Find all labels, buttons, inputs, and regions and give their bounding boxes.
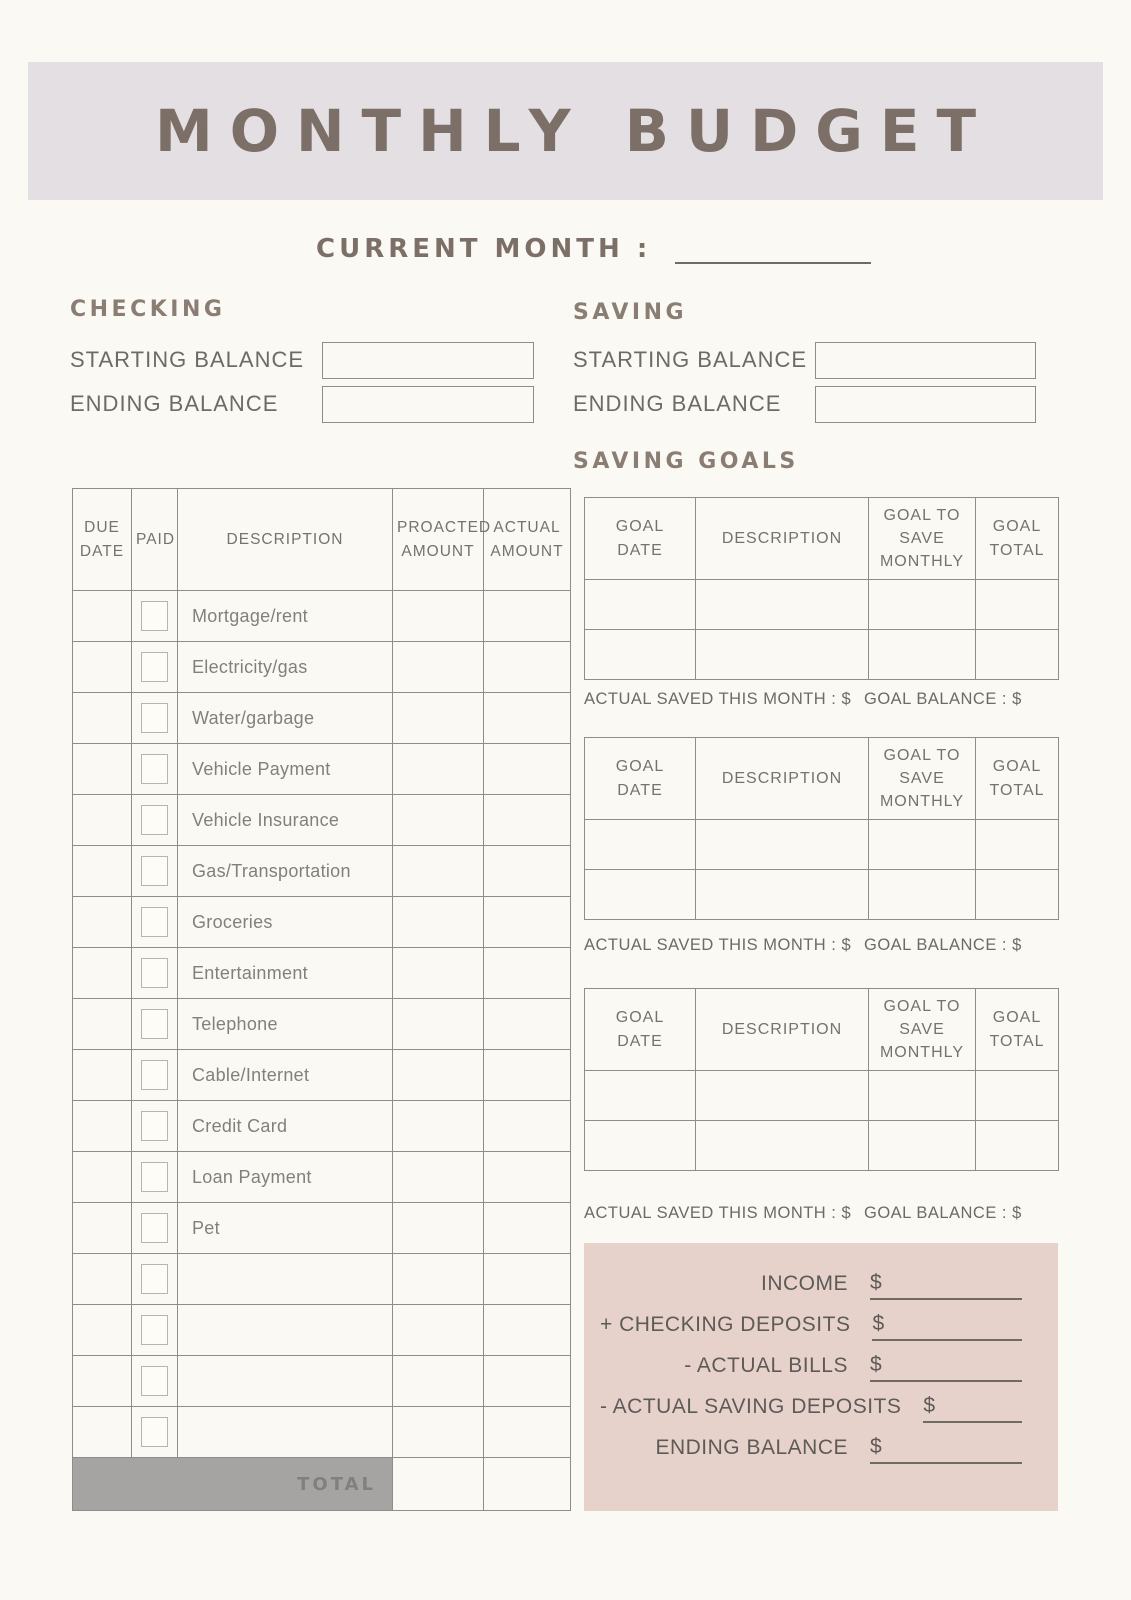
goal-description-cell[interactable]	[696, 1121, 869, 1171]
bills-table	[72, 488, 571, 1511]
due-date-cell[interactable]	[73, 693, 132, 744]
table-row	[585, 870, 1059, 920]
paid-checkbox[interactable]	[141, 1060, 168, 1090]
paid-cell	[132, 1152, 178, 1203]
proacted-amount-cell[interactable]	[393, 1152, 484, 1203]
description-cell: Mortgage/rent	[178, 591, 393, 642]
goal-total-cell[interactable]	[976, 580, 1059, 630]
dollar-sign: $	[870, 1271, 882, 1294]
paid-cell	[132, 642, 178, 693]
saving-starting-balance-label: STARTING BALANCE	[573, 347, 808, 372]
paid-checkbox[interactable]	[141, 1162, 168, 1192]
total-proacted-cell[interactable]	[393, 1458, 484, 1511]
due-date-cell[interactable]	[73, 1407, 132, 1458]
table-row	[73, 1050, 571, 1101]
goal-date-cell[interactable]	[585, 630, 696, 680]
goals-header-row	[585, 738, 1059, 820]
description-header: DESCRIPTION	[178, 489, 393, 591]
goal-total-cell[interactable]	[976, 870, 1059, 920]
proacted-amount-header: PROACTED AMOUNT	[393, 489, 484, 591]
dollar-sign: $	[872, 1312, 885, 1335]
actual-amount-cell[interactable]	[484, 1305, 571, 1356]
paid-checkbox[interactable]	[141, 601, 168, 631]
goal-description-cell[interactable]	[696, 1071, 869, 1121]
header-band	[28, 62, 1103, 200]
proacted-amount-cell[interactable]	[393, 1101, 484, 1152]
bills-header-row	[73, 489, 571, 591]
description-cell	[178, 1254, 393, 1305]
due-date-cell[interactable]	[73, 1101, 132, 1152]
actual-saving-deposits-label: - ACTUAL SAVING DEPOSITS	[600, 1395, 902, 1418]
goal-to-save-monthly-header: GOAL TO SAVE MONTHLY	[869, 738, 976, 820]
proacted-amount-cell[interactable]	[393, 1254, 484, 1305]
actual-amount-cell[interactable]	[484, 1254, 571, 1305]
description-cell: Telephone	[178, 999, 393, 1050]
proacted-amount-cell[interactable]	[393, 1203, 484, 1254]
dollar-sign: $	[923, 1394, 936, 1417]
actual-amount-cell[interactable]	[484, 1101, 571, 1152]
ending-balance-label: ENDING BALANCE	[655, 1436, 848, 1459]
description-cell	[178, 1407, 393, 1458]
goal-date-cell[interactable]	[585, 1071, 696, 1121]
due-date-cell[interactable]	[73, 1203, 132, 1254]
goal-total-header: GOAL TOTAL	[976, 498, 1059, 580]
paid-cell	[132, 744, 178, 795]
goals-header-row	[585, 498, 1059, 580]
goal-total-cell[interactable]	[976, 630, 1059, 680]
table-row	[73, 795, 571, 846]
goal-balance-label: GOAL BALANCE : $	[864, 936, 1022, 954]
proacted-amount-cell[interactable]	[393, 1050, 484, 1101]
goals-footer-1	[584, 690, 1058, 709]
due-date-cell[interactable]	[73, 642, 132, 693]
paid-header: PAID	[132, 489, 178, 591]
description-cell: Entertainment	[178, 948, 393, 999]
paid-cell	[132, 1050, 178, 1101]
income-label: INCOME	[761, 1272, 848, 1295]
goal-to-save-monthly-cell[interactable]	[869, 820, 976, 870]
goal-to-save-monthly-cell[interactable]	[869, 1071, 976, 1121]
checking-deposits-label: + CHECKING DEPOSITS	[600, 1313, 851, 1336]
description-cell: Water/garbage	[178, 693, 393, 744]
saving-goals-table-3	[584, 988, 1059, 1171]
proacted-amount-cell[interactable]	[393, 642, 484, 693]
goal-balance-label: GOAL BALANCE : $	[864, 1204, 1022, 1222]
description-cell: Loan Payment	[178, 1152, 393, 1203]
checking-heading: CHECKING	[70, 297, 226, 322]
goals-header-row	[585, 989, 1059, 1071]
summary-row-actual-bills	[600, 1341, 1022, 1382]
description-cell: Groceries	[178, 897, 393, 948]
current-month-label: CURRENT MONTH :	[316, 234, 652, 264]
goal-description-cell[interactable]	[696, 580, 869, 630]
goal-date-header: GOAL DATE	[585, 989, 696, 1071]
saving-starting-balance-input[interactable]	[815, 342, 1036, 379]
due-date-cell[interactable]	[73, 948, 132, 999]
table-row	[73, 744, 571, 795]
current-month-row	[316, 230, 871, 264]
proacted-amount-cell[interactable]	[393, 846, 484, 897]
paid-cell	[132, 795, 178, 846]
total-label: TOTAL	[73, 1458, 393, 1511]
goal-total-header: GOAL TOTAL	[976, 738, 1059, 820]
actual-amount-cell[interactable]	[484, 897, 571, 948]
actual-amount-cell[interactable]	[484, 1356, 571, 1407]
paid-cell	[132, 999, 178, 1050]
description-cell: Gas/Transportation	[178, 846, 393, 897]
actual-bills-writein-line[interactable]	[870, 1353, 1022, 1382]
checking-deposits-writein-line[interactable]	[872, 1312, 1022, 1341]
table-row	[73, 1101, 571, 1152]
description-cell: Cable/Internet	[178, 1050, 393, 1101]
goal-description-header: DESCRIPTION	[696, 989, 869, 1071]
table-row	[73, 1203, 571, 1254]
due-date-header: DUE DATE	[73, 489, 132, 591]
paid-cell	[132, 846, 178, 897]
table-row	[585, 1071, 1059, 1121]
paid-cell	[132, 1305, 178, 1356]
goals-footer-3	[584, 1204, 1058, 1223]
table-row	[73, 1305, 571, 1356]
goal-date-cell[interactable]	[585, 870, 696, 920]
paid-checkbox[interactable]	[141, 1213, 168, 1243]
paid-checkbox[interactable]	[141, 754, 168, 784]
actual-amount-cell[interactable]	[484, 591, 571, 642]
table-row	[73, 999, 571, 1050]
actual-amount-cell[interactable]	[484, 1050, 571, 1101]
actual-bills-label: - ACTUAL BILLS	[684, 1354, 848, 1377]
proacted-amount-cell[interactable]	[393, 1356, 484, 1407]
table-row	[585, 820, 1059, 870]
goal-date-header: GOAL DATE	[585, 498, 696, 580]
actual-amount-cell[interactable]	[484, 1407, 571, 1458]
due-date-cell[interactable]	[73, 1254, 132, 1305]
actual-amount-header: ACTUAL AMOUNT	[484, 489, 571, 591]
summary-row-checking-deposits	[600, 1300, 1022, 1341]
dollar-sign: $	[870, 1435, 882, 1458]
description-cell	[178, 1305, 393, 1356]
income-writein-line[interactable]	[870, 1271, 1022, 1300]
due-date-cell[interactable]	[73, 744, 132, 795]
table-row	[585, 630, 1059, 680]
saving-goals-table-1	[584, 497, 1059, 680]
goal-to-save-monthly-header: GOAL TO SAVE MONTHLY	[869, 989, 976, 1071]
goal-to-save-monthly-cell[interactable]	[869, 630, 976, 680]
proacted-amount-cell[interactable]	[393, 1407, 484, 1458]
summary-row-ending-balance	[600, 1423, 1022, 1464]
table-row	[73, 846, 571, 897]
saving-ending-balance-input[interactable]	[815, 386, 1036, 423]
summary-box	[584, 1243, 1058, 1511]
bills-total-row	[73, 1458, 571, 1511]
goal-total-cell[interactable]	[976, 1121, 1059, 1171]
current-month-writein-line[interactable]	[675, 230, 871, 264]
due-date-cell[interactable]	[73, 1050, 132, 1101]
proacted-amount-cell[interactable]	[393, 1305, 484, 1356]
paid-checkbox[interactable]	[141, 1111, 168, 1141]
table-row	[585, 580, 1059, 630]
table-row	[73, 591, 571, 642]
actual-amount-cell[interactable]	[484, 1152, 571, 1203]
goal-total-cell[interactable]	[976, 1071, 1059, 1121]
goal-description-cell[interactable]	[696, 870, 869, 920]
goal-to-save-monthly-cell[interactable]	[869, 870, 976, 920]
paid-cell	[132, 591, 178, 642]
saving-heading: SAVING	[573, 300, 688, 325]
proacted-amount-cell[interactable]	[393, 693, 484, 744]
proacted-amount-cell[interactable]	[393, 591, 484, 642]
table-row	[73, 948, 571, 999]
paid-checkbox[interactable]	[141, 1264, 168, 1294]
due-date-cell[interactable]	[73, 1152, 132, 1203]
due-date-cell[interactable]	[73, 795, 132, 846]
actual-amount-cell[interactable]	[484, 1203, 571, 1254]
goal-description-header: DESCRIPTION	[696, 498, 869, 580]
goal-date-cell[interactable]	[585, 580, 696, 630]
actual-amount-cell[interactable]	[484, 642, 571, 693]
paid-checkbox[interactable]	[141, 1366, 168, 1396]
goal-to-save-monthly-header: GOAL TO SAVE MONTHLY	[869, 498, 976, 580]
due-date-cell[interactable]	[73, 591, 132, 642]
actual-amount-cell[interactable]	[484, 999, 571, 1050]
table-row	[73, 693, 571, 744]
paid-cell	[132, 1254, 178, 1305]
actual-saving-deposits-writein-line[interactable]	[923, 1394, 1022, 1423]
paid-checkbox[interactable]	[141, 805, 168, 835]
actual-saved-label: ACTUAL SAVED THIS MONTH : $	[584, 936, 852, 954]
actual-amount-cell[interactable]	[484, 846, 571, 897]
description-cell: Credit Card	[178, 1101, 393, 1152]
summary-row-income	[600, 1259, 1022, 1300]
paid-checkbox[interactable]	[141, 652, 168, 682]
proacted-amount-cell[interactable]	[393, 897, 484, 948]
due-date-cell[interactable]	[73, 1305, 132, 1356]
saving-goals-heading: SAVING GOALS	[573, 449, 799, 474]
due-date-cell[interactable]	[73, 1356, 132, 1407]
page-title: MONTHLY BUDGET	[154, 97, 994, 165]
goal-description-header: DESCRIPTION	[696, 738, 869, 820]
table-row	[73, 1254, 571, 1305]
dollar-sign: $	[870, 1353, 882, 1376]
paid-cell	[132, 693, 178, 744]
paid-checkbox[interactable]	[141, 1417, 168, 1447]
saving-ending-balance-label: ENDING BALANCE	[573, 391, 782, 416]
description-cell: Electricity/gas	[178, 642, 393, 693]
table-row	[73, 1407, 571, 1458]
goal-date-cell[interactable]	[585, 820, 696, 870]
paid-cell	[132, 1101, 178, 1152]
due-date-cell[interactable]	[73, 846, 132, 897]
saving-goals-table-2	[584, 737, 1059, 920]
table-row	[73, 897, 571, 948]
description-cell	[178, 1356, 393, 1407]
goal-balance-label: GOAL BALANCE : $	[864, 690, 1022, 708]
goals-footer-2	[584, 936, 1058, 955]
goal-to-save-monthly-cell[interactable]	[869, 1121, 976, 1171]
checking-starting-balance-label: STARTING BALANCE	[70, 347, 305, 372]
table-row	[73, 642, 571, 693]
table-row	[585, 1121, 1059, 1171]
checking-ending-balance-label: ENDING BALANCE	[70, 391, 279, 416]
paid-checkbox[interactable]	[141, 1315, 168, 1345]
paid-checkbox[interactable]	[141, 907, 168, 937]
due-date-cell[interactable]	[73, 999, 132, 1050]
total-actual-cell[interactable]	[484, 1458, 571, 1511]
paid-cell	[132, 948, 178, 999]
description-cell: Vehicle Payment	[178, 744, 393, 795]
goal-description-cell[interactable]	[696, 630, 869, 680]
proacted-amount-cell[interactable]	[393, 999, 484, 1050]
actual-saved-label: ACTUAL SAVED THIS MONTH : $	[584, 690, 852, 708]
actual-amount-cell[interactable]	[484, 948, 571, 999]
table-row	[73, 1356, 571, 1407]
paid-cell	[132, 1407, 178, 1458]
goal-date-header: GOAL DATE	[585, 738, 696, 820]
goal-total-cell[interactable]	[976, 820, 1059, 870]
paid-checkbox[interactable]	[141, 703, 168, 733]
checking-ending-balance-input[interactable]	[322, 386, 534, 423]
description-cell: Vehicle Insurance	[178, 795, 393, 846]
checking-starting-balance-input[interactable]	[322, 342, 534, 379]
goal-to-save-monthly-cell[interactable]	[869, 580, 976, 630]
proacted-amount-cell[interactable]	[393, 948, 484, 999]
paid-cell	[132, 1356, 178, 1407]
goal-date-cell[interactable]	[585, 1121, 696, 1171]
actual-amount-cell[interactable]	[484, 744, 571, 795]
actual-amount-cell[interactable]	[484, 693, 571, 744]
table-row	[73, 1152, 571, 1203]
actual-amount-cell[interactable]	[484, 795, 571, 846]
proacted-amount-cell[interactable]	[393, 795, 484, 846]
paid-checkbox[interactable]	[141, 958, 168, 988]
description-cell: Pet	[178, 1203, 393, 1254]
actual-saved-label: ACTUAL SAVED THIS MONTH : $	[584, 1204, 852, 1222]
paid-checkbox[interactable]	[141, 856, 168, 886]
goal-total-header: GOAL TOTAL	[976, 989, 1059, 1071]
paid-checkbox[interactable]	[141, 1009, 168, 1039]
proacted-amount-cell[interactable]	[393, 744, 484, 795]
due-date-cell[interactable]	[73, 897, 132, 948]
goal-description-cell[interactable]	[696, 820, 869, 870]
ending-balance-writein-line[interactable]	[870, 1435, 1022, 1464]
paid-cell	[132, 1203, 178, 1254]
paid-cell	[132, 897, 178, 948]
summary-row-actual-saving-deposits	[600, 1382, 1022, 1423]
